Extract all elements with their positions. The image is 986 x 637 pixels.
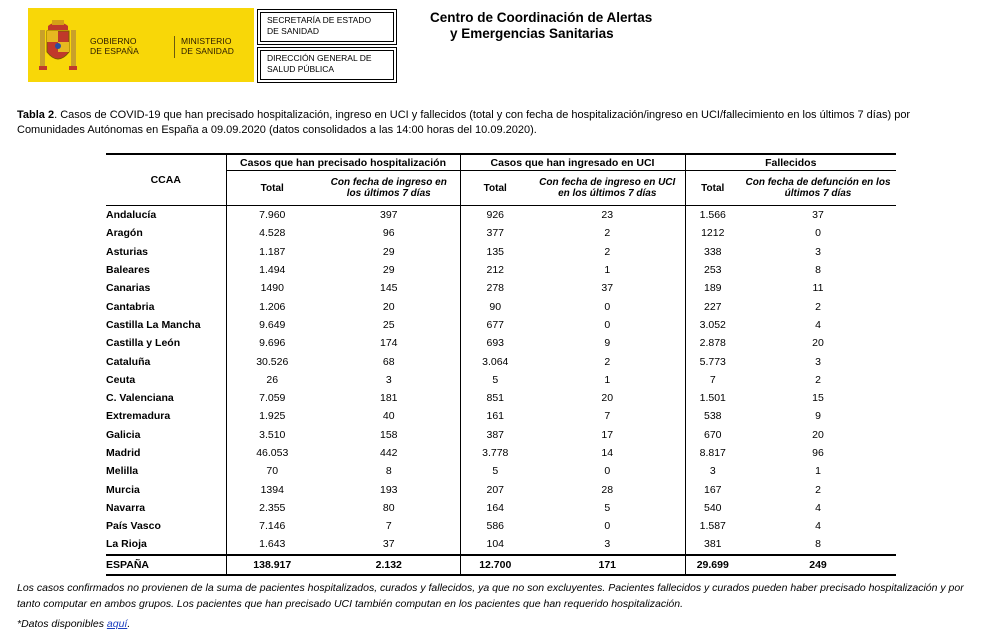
cell-value: 28 <box>601 483 614 496</box>
table-row <box>106 279 896 297</box>
cell-value: 12.700 <box>460 555 530 575</box>
table-row <box>106 499 896 517</box>
table-row <box>106 480 896 498</box>
cell-value: 193 <box>379 483 398 496</box>
cell-value: 14 <box>601 447 614 459</box>
cell-value: 397 <box>379 209 398 222</box>
cell-value: 9 <box>604 337 611 350</box>
cell-value: 212 <box>460 261 530 279</box>
cell-value: 540 <box>685 499 740 517</box>
cell-value: 96 <box>382 227 395 240</box>
fall-7d-header: Con fecha de defunción en los últimos 7 días <box>740 171 896 206</box>
cell-value: 538 <box>685 407 740 425</box>
direccion-box: DIRECCIÓN GENERAL DE SALUD PÚBLICA <box>260 50 394 80</box>
ccaa-header: CCAA <box>106 154 226 206</box>
region-name: Madrid <box>106 447 141 459</box>
region-name: ESPAÑA <box>106 555 226 575</box>
cell-value: 20 <box>812 337 824 350</box>
uci-7d-header: Con fecha de ingreso en UCI en los últimos 7 días <box>530 171 685 206</box>
cell-value: 9.696 <box>226 334 318 352</box>
cell-value: 80 <box>382 501 395 514</box>
cell-value: 161 <box>460 407 530 425</box>
cell-value: 4 <box>815 501 821 514</box>
cell-value: 138.917 <box>226 555 318 575</box>
table-row <box>106 517 896 535</box>
group-hosp-header: Casos que han precisado hospitalización <box>226 154 460 171</box>
cell-value: 253 <box>685 261 740 279</box>
table-row <box>106 352 896 370</box>
cell-value: 3.510 <box>226 426 318 444</box>
cell-value: 5 <box>604 501 611 514</box>
region-name: Baleares <box>106 264 150 277</box>
region-name: Castilla La Mancha <box>106 318 201 331</box>
table-row <box>106 316 896 334</box>
cell-value: 1212 <box>685 224 740 242</box>
cell-value: 0 <box>815 227 821 240</box>
cell-value: 851 <box>460 389 530 407</box>
cell-value: 104 <box>460 535 530 554</box>
hosp-total-header: Total <box>226 171 318 206</box>
cell-value: 3 <box>815 355 821 368</box>
region-name: Cantabria <box>106 300 155 313</box>
cell-value: 5 <box>460 462 530 480</box>
cell-value: 2.132 <box>318 555 460 575</box>
cell-value: 338 <box>685 243 740 261</box>
table-row <box>106 206 896 225</box>
cell-value: 20 <box>812 428 824 441</box>
cell-value: 670 <box>685 426 740 444</box>
cell-value: 1.587 <box>685 517 740 535</box>
cell-value: 207 <box>460 480 530 498</box>
cell-value: 7 <box>604 410 611 423</box>
region-name: Canarias <box>106 282 151 295</box>
cell-value: 37 <box>601 282 614 295</box>
cell-value: 37 <box>812 209 824 222</box>
table-row <box>106 389 896 407</box>
cell-value: 1 <box>604 264 611 277</box>
table-row <box>106 224 896 242</box>
cell-value: 9 <box>815 410 821 423</box>
cell-value: 30.526 <box>226 352 318 370</box>
table-row <box>106 243 896 261</box>
cell-value: 7.960 <box>226 206 318 225</box>
cell-value: 68 <box>382 355 395 368</box>
region-name: Castilla y León <box>106 337 181 350</box>
cell-value: 1.187 <box>226 243 318 261</box>
cell-value: 1.494 <box>226 261 318 279</box>
table-row <box>106 261 896 279</box>
group-uci-header: Casos que han ingresado en UCI <box>460 154 685 171</box>
cell-value: 1394 <box>226 480 318 498</box>
table-row <box>106 535 896 554</box>
cell-value: 4 <box>815 318 821 331</box>
cell-value: 181 <box>379 392 398 405</box>
cell-value: 442 <box>379 447 398 459</box>
cell-value: 25 <box>382 318 395 331</box>
region-name: Extremadura <box>106 410 171 423</box>
cell-value: 0 <box>604 318 611 331</box>
uci-total-header: Total <box>460 171 530 206</box>
cell-value: 5.773 <box>685 352 740 370</box>
cell-value: 3.778 <box>460 444 530 462</box>
region-name: La Rioja <box>106 538 147 551</box>
cell-value: 171 <box>530 555 685 575</box>
region-name: C. Valenciana <box>106 392 174 405</box>
region-name: Navarra <box>106 501 146 514</box>
cell-value: 926 <box>460 206 530 225</box>
cell-value: 26 <box>226 371 318 389</box>
cell-value: 2 <box>604 245 611 258</box>
data-available-note: *Datos disponibles aquí. <box>17 618 131 630</box>
region-name: Murcia <box>106 483 140 496</box>
cell-value: 1.925 <box>226 407 318 425</box>
cell-value: 2 <box>815 373 821 386</box>
cell-value: 0 <box>604 300 611 313</box>
table-row <box>106 371 896 389</box>
region-name: Melilla <box>106 465 139 478</box>
cell-value: 8.817 <box>685 444 740 462</box>
cell-value: 2 <box>815 300 821 313</box>
cell-value: 5 <box>460 371 530 389</box>
table-row <box>106 462 896 480</box>
table-row <box>106 334 896 352</box>
cell-value: 37 <box>382 538 395 551</box>
cell-value: 11 <box>812 282 824 295</box>
secretaria-box: SECRETARÍA DE ESTADO DE SANIDAD <box>260 12 394 42</box>
cell-value: 8 <box>815 538 821 551</box>
cell-value: 3 <box>815 245 821 258</box>
fall-total-header: Total <box>685 171 740 206</box>
region-name: Asturias <box>106 245 149 258</box>
cell-value: 7.059 <box>226 389 318 407</box>
cell-value: 29.699 <box>685 555 740 575</box>
cell-value: 249 <box>740 555 896 575</box>
cell-value: 29 <box>382 264 395 277</box>
cell-value: 7 <box>385 520 392 533</box>
table-row <box>106 407 896 425</box>
cell-value: 46.053 <box>226 444 318 462</box>
cell-value: 693 <box>460 334 530 352</box>
cell-value: 377 <box>460 224 530 242</box>
table-body <box>106 206 896 575</box>
cell-value: 3.052 <box>685 316 740 334</box>
cell-value: 40 <box>382 410 395 423</box>
cell-value: 23 <box>601 209 614 222</box>
cell-value: 1.643 <box>226 535 318 554</box>
cell-value: 3 <box>385 373 392 386</box>
cell-value: 7.146 <box>226 517 318 535</box>
cell-value: 586 <box>460 517 530 535</box>
cell-value: 1490 <box>226 279 318 297</box>
cell-value: 90 <box>460 297 530 315</box>
hosp-7d-header: Con fecha de ingreso en los últimos 7 días <box>318 171 460 206</box>
region-name: Galicia <box>106 428 141 441</box>
cell-value: 1.566 <box>685 206 740 225</box>
cell-value: 29 <box>382 245 395 258</box>
government-logo <box>28 8 254 82</box>
cell-value: 3 <box>685 462 740 480</box>
caption-label: Tabla 2 <box>17 109 55 121</box>
footnote: Los casos confirmados no provienen de la suma de pacientes hospitalizados, curados y fallecidos, ya que no son excluyentes. Pacientes fallecidos y curados pueden haber precisado hospitalización y por tanto computar en ambos grupos. Los pacientes que han precisado UCI también computan en los pacientes que han requerido hospitalización. <box>17 582 964 610</box>
cell-value: 17 <box>601 428 614 441</box>
cell-value: 189 <box>685 279 740 297</box>
covid-table <box>106 153 896 576</box>
cell-value: 3.064 <box>460 352 530 370</box>
cell-value: 167 <box>685 480 740 498</box>
region-name: Ceuta <box>106 373 136 386</box>
cell-value: 677 <box>460 316 530 334</box>
cell-value: 2.878 <box>685 334 740 352</box>
cell-value: 2 <box>604 227 611 240</box>
cell-value: 2.355 <box>226 499 318 517</box>
cell-value: 8 <box>815 264 821 277</box>
cell-value: 20 <box>382 300 395 313</box>
group-fall-header: Fallecidos <box>685 154 896 171</box>
cell-value: 2 <box>604 355 611 368</box>
cell-value: 2 <box>815 483 821 496</box>
cell-value: 15 <box>812 392 824 405</box>
cell-value: 0 <box>604 520 611 533</box>
region-name: País Vasco <box>106 520 161 533</box>
cell-value: 96 <box>812 447 824 459</box>
table-row <box>106 444 896 462</box>
region-name: Andalucía <box>106 209 157 222</box>
cell-value: 0 <box>604 465 611 478</box>
cell-value: 3 <box>604 538 611 551</box>
cell-value: 381 <box>685 535 740 554</box>
cell-value: 1.501 <box>685 389 740 407</box>
data-link[interactable]: aquí <box>106 618 128 630</box>
cell-value: 1 <box>815 465 821 478</box>
region-name: Aragón <box>106 227 143 240</box>
cell-value: 70 <box>226 462 318 480</box>
table-row <box>106 426 896 444</box>
table-caption <box>17 108 977 138</box>
logo-gobierno-text: GOBIERNO DE ESPAÑA <box>90 36 139 56</box>
cell-value: 387 <box>460 426 530 444</box>
region-name: Cataluña <box>106 355 151 368</box>
cell-value: 8 <box>385 465 392 478</box>
cell-value: 135 <box>460 243 530 261</box>
center-title: Centro de Coordinación de Alertas y Emergencias Sanitarias <box>430 10 653 41</box>
cell-value: 9.649 <box>226 316 318 334</box>
cell-value: 7 <box>685 371 740 389</box>
cell-value: 20 <box>601 392 614 405</box>
table-row <box>106 297 896 315</box>
cell-value: 1.206 <box>226 297 318 315</box>
coat-of-arms-icon <box>38 16 78 74</box>
cell-value: 158 <box>379 428 398 441</box>
cell-value: 4.528 <box>226 224 318 242</box>
total-row <box>106 555 896 575</box>
cell-value: 145 <box>379 282 398 295</box>
logo-ministerio-text: MINISTERIO DE SANIDAD <box>174 36 234 58</box>
cell-value: 1 <box>604 373 611 386</box>
cell-value: 278 <box>460 279 530 297</box>
caption-text: . Casos de COVID-19 que han precisado hospitalización, ingreso en UCI y fallecidos (total y con fecha de hospitalización/ingreso en UCI/fallecimiento en los últimos 7 días) por Comunidades Autónomas en España a 09.09.2020 (datos consolidados a las 14:00 horas del 10.09.2020). <box>17 109 911 136</box>
cell-value: 174 <box>379 337 398 350</box>
cell-value: 164 <box>460 499 530 517</box>
cell-value: 227 <box>685 297 740 315</box>
cell-value: 4 <box>815 520 821 533</box>
